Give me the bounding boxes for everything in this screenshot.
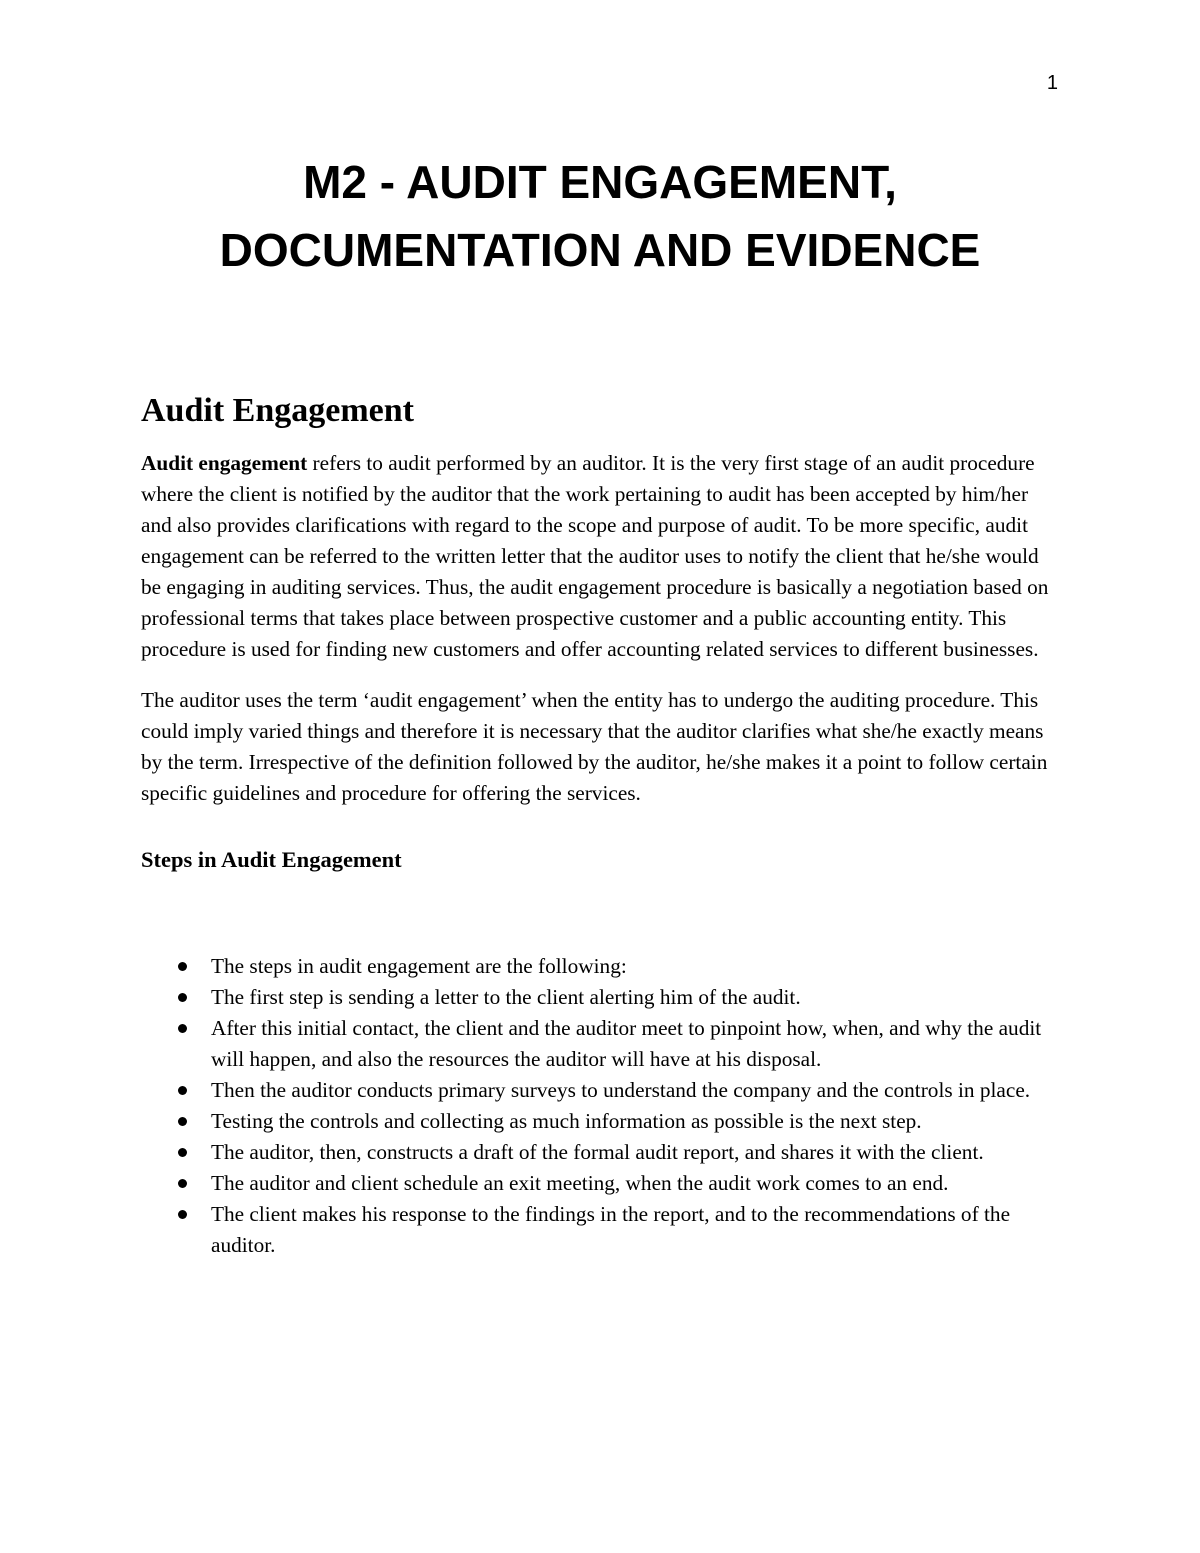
list-item xyxy=(141,1137,1063,1168)
bullet-icon xyxy=(178,1179,187,1188)
paragraph-1-text: refers to audit performed by an auditor. It is the very first stage of an audit procedure where the client is notified by the auditor that the work pertaining to audit has been accepted by him/her and also provides clarifications with regard to the scope and purpose of audit. To be more specific, audit engagement can be referred to the written letter that the auditor uses to notify the client that he/she would be engaging in auditing services. Thus, the audit engagement procedure is basically a negotiation based on professional terms that takes place between prospective customer and a public accounting entity. This procedure is used for finding new customers and offer accounting related services to different businesses. xyxy=(141,451,1049,661)
list-item xyxy=(141,1199,1063,1261)
list-item-text: Testing the controls and collecting as much information as possible is the next step. xyxy=(211,1109,922,1133)
list-item-text: The steps in audit engagement are the following: xyxy=(211,954,627,978)
list-item-text: The first step is sending a letter to the client alerting him of the audit. xyxy=(211,985,801,1009)
document-title-line-2: DOCUMENTATION AND EVIDENCE xyxy=(219,224,981,276)
bullet-icon xyxy=(178,1148,187,1157)
steps-heading: Steps in Audit Engagement xyxy=(141,847,402,872)
page-number: 1 xyxy=(1046,72,1058,94)
paragraph-1-bold-lead: Audit engagement xyxy=(141,451,308,475)
bullet-icon xyxy=(178,993,187,1002)
bullet-icon xyxy=(178,1117,187,1126)
list-item xyxy=(141,1106,1063,1137)
list-item xyxy=(141,982,1063,1013)
list-item xyxy=(141,951,1063,982)
list-item-text: The auditor, then, constructs a draft of the formal audit report, and shares it with the client. xyxy=(211,1140,984,1164)
list-item xyxy=(141,1168,1063,1199)
bullet-icon xyxy=(178,962,187,971)
list-item xyxy=(141,1075,1063,1106)
bullet-icon xyxy=(178,1024,187,1033)
bullet-icon xyxy=(178,1086,187,1095)
document-title-line-1: M2 - AUDIT ENGAGEMENT, xyxy=(303,156,897,208)
list-item-text: The auditor and client schedule an exit meeting, when the audit work comes to an end. xyxy=(211,1171,949,1195)
section-heading: Audit Engagement xyxy=(141,392,414,429)
list-item-text: The client makes his response to the findings in the report, and to the recommendations of the auditor. xyxy=(211,1202,1011,1257)
bullet-icon xyxy=(178,1210,187,1219)
list-item xyxy=(141,1013,1063,1075)
paragraph-2: The auditor uses the term ‘audit engagement’ when the entity has to undergo the auditing procedure. This could imply varied things and therefore it is necessary that the auditor clarifies what she/he exactly means by the term. Irrespective of the definition followed by the auditor, he/she makes it a point to follow certain specific guidelines and procedure for offering the services. xyxy=(141,688,1048,805)
list-item-text: After this initial contact, the client and the auditor meet to pinpoint how, when, and why the audit will happen, and also the resources the auditor will have at his disposal. xyxy=(211,1016,1042,1071)
steps-list xyxy=(141,951,1063,1261)
list-item-text: Then the auditor conducts primary surveys to understand the company and the controls in place. xyxy=(211,1078,1031,1102)
paragraph-1 xyxy=(141,448,1063,665)
document-body xyxy=(141,388,1063,1261)
document-title xyxy=(0,148,1200,284)
